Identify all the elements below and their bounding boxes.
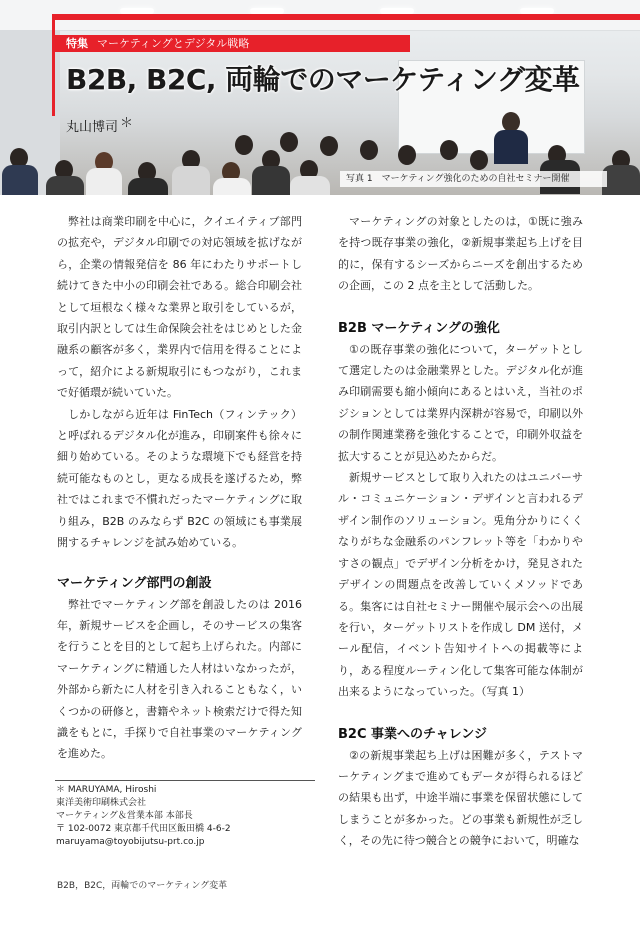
- feature-tag-topic: マーケティングとデジタル戦略: [97, 37, 250, 50]
- author-line: [66, 116, 134, 137]
- section-heading: B2C 事業へのチャレンジ: [338, 726, 487, 742]
- footnote-name: ＊ MARUYAMA, Hiroshi: [56, 785, 157, 795]
- author-footnote-mark: ＊: [120, 116, 134, 131]
- body-paragraph: 弊社は商業印刷を中心に，クイエイティブ部門の拡充や，デジタル印刷での対応領域を拡げながら，企業の情報発信を 86 年にわたりサポートし続けてきた中小の印刷会社である。総合印刷会社として垣根なく様々な業界と取引をしているが，取引内訳としては生命保険会社をはじめとした金融系の顧客が多く，業界内で信用を得ることによって，紹介による新規取引にもつながり，これまで好循環が続いていた。: [57, 215, 302, 400]
- footnote-address: 〒 102-0072 東京都千代田区飯田橋 4-6-2: [56, 824, 231, 834]
- accent-bar: [52, 14, 640, 20]
- article-title: B2B, B2C, 両輪でのマーケティング変革: [66, 63, 580, 96]
- body-paragraph: しかしながら近年は FinTech（フィンテック）と呼ばれるデジタル化が進み，印刷案件も徐々に細り始めている。そのような環境下でも経営を持続可能なものとし，更なる成長を遂げるため，弊社ではこれまで不慣れだったマーケティングに取り組み，B2B のみならず B2C の領域にも事業展開するチャレンジを試み始めている。: [57, 407, 302, 550]
- header-photo-banner: [0, 0, 640, 195]
- footnote-email: maruyama@toyobijutsu-prt.co.jp: [56, 837, 205, 847]
- left-column: [57, 211, 302, 765]
- author-footnote: [56, 784, 318, 849]
- right-column: [338, 211, 583, 852]
- body-paragraph: 新規サービスとして取り入れたのはユニバーサル・コミュニケーション・デザインと言われるデザイン制作のソリューション。兎角分かりにくくなりがちな金融系のパンフレット等を「わかりやすさの観点」でデザイン分析をかけ，発見されたデザインの問題点を改善していくメソッドである。集客には自社セミナー開催や展示会への出展を行い，ターゲットリストを作成し DM 送付，メール配信，イベント告知サイトへの掲載等により，ある程度ルーティン化して集客可能な体制が出来るようになっていった。（写真 1）: [338, 471, 583, 699]
- section-heading: マーケティング部門の創設: [57, 575, 212, 591]
- body-paragraph: ②の新規事業起ち上げは困難が多く，テストマーケティングまで進めてもデータが得られるほどの結果も出ず，中途半端に事業を保留状態にしてしまうことが多かった。どの事業も新規性が乏しく，その先に待つ競合との競争において，明確な: [338, 748, 583, 848]
- feature-tag-label: 特集: [66, 37, 88, 50]
- photo-caption: 写真 1 マーケティング強化のための自社セミナー開催: [340, 171, 607, 187]
- section-heading: B2B マーケティングの強化: [338, 320, 500, 336]
- running-footer: B2B，B2C，両輪でのマーケティング変革: [57, 881, 228, 891]
- footnote-position: マーケティング＆営業本部 本部長: [56, 811, 193, 821]
- body-paragraph: ①の既存事業の強化について，ターゲットとして選定したのは金融業界とした。デジタル化が進み印刷需要も縮小傾向にあるとはいえ，当社のポジションとしては業界内深耕が容易で，印刷以外の制作関連業務を強化することで，印刷外収益を拡大することが見込めたからだ。: [338, 342, 583, 463]
- author-name: 丸山博司: [66, 120, 119, 135]
- footnote-company: 東洋美術印刷株式会社: [56, 798, 147, 808]
- footnote-divider: [55, 780, 315, 781]
- body-paragraph: マーケティングの対象としたのは，①既に強みを持つ既存事業の強化，②新規事業起ち上げを目的に，保有するシーズからニーズを創出するための企画，この 2 点を主として活動した。: [338, 215, 583, 293]
- body-paragraph: 弊社でマーケティング部を創設したのは 2016年，新規サービスを企画し，そのサービスの集客を行うことを目的として起ち上げられた。内部にマーケティングに精通した人材はいなかったが，外部から新たに人材を引き入れることもなく，いくつかの研修と，書籍やネット検索だけで得た知識をもとに，手探りで自社事業のマーケティングを進めた。: [57, 597, 302, 761]
- feature-tag: [66, 36, 249, 51]
- accent-vertical-line: [52, 14, 55, 116]
